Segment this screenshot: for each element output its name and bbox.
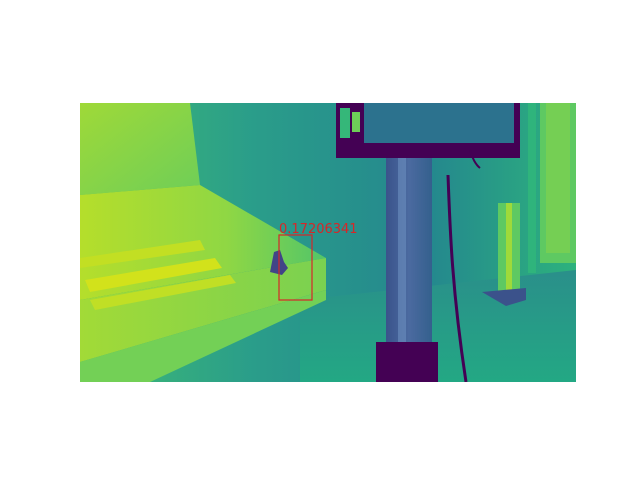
stand-base-region xyxy=(376,342,438,382)
detection-score-label: 0.17206341 xyxy=(279,222,358,237)
heatmap-image xyxy=(80,103,576,382)
stand-pole-region xyxy=(386,158,432,348)
wall-panel-region xyxy=(80,103,200,195)
